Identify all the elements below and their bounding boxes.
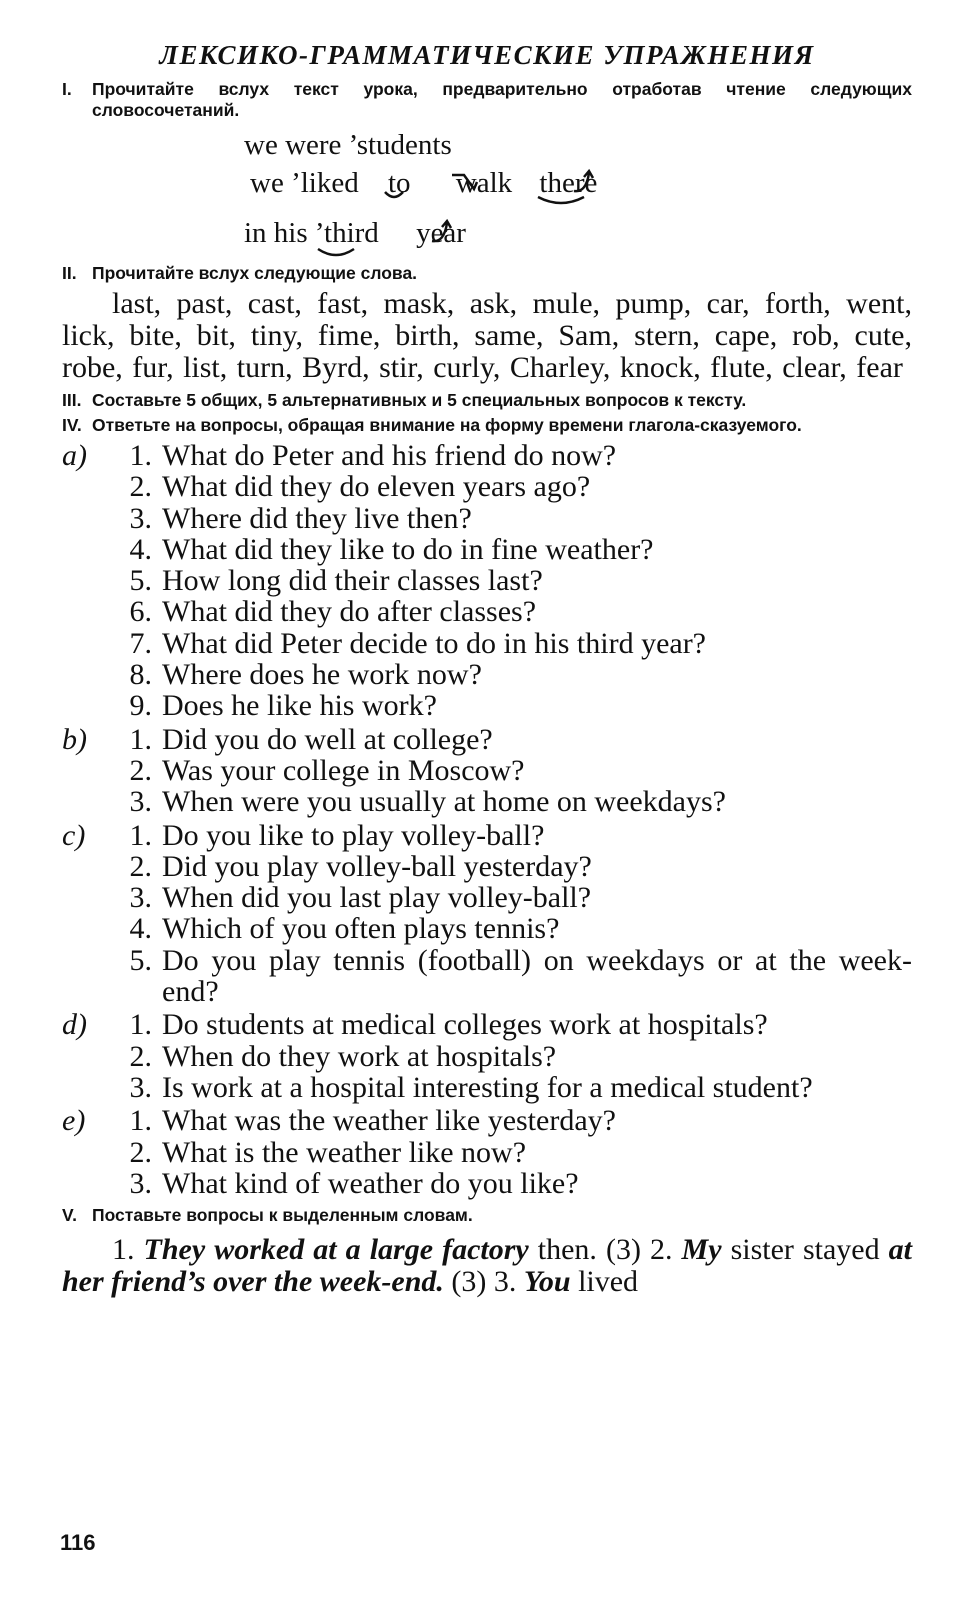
group-letter [62,786,107,817]
group-letter [62,503,107,534]
phrase-part: to [387,167,411,199]
question-number: 2. [129,1039,152,1073]
question-text: What do Peter and his friend do now? [162,439,617,472]
question-number: 2. [129,849,152,883]
task-number: V. [62,1205,77,1226]
group-letter [62,1041,107,1072]
question-number: 1. [129,1104,152,1138]
phrase-3 [244,215,912,253]
question-text: What did they like to do in fine weather? [162,532,654,566]
question-item [62,1041,912,1072]
question-text: What did Peter decide to do in his third year? [162,626,706,660]
question-number: 2. [129,470,152,504]
question-item [62,1009,912,1040]
question-number: 5. [129,564,152,598]
question-text: What did they do after classes? [162,595,537,629]
question-group [62,820,912,1008]
question-item [62,820,912,851]
task-number: II. [62,263,77,283]
group-letter: d) [62,1008,87,1042]
question-item [62,945,912,1008]
question-group [62,440,912,722]
task-4 [62,415,912,436]
task-2 [62,263,912,284]
group-letter [62,945,107,1008]
question-text: Do you like to play volley-ball? [162,818,545,852]
question-text: Do students at medical colleges work at hospitals? [162,1008,768,1042]
question-number: 1. [129,818,152,852]
sentence-text: sister stayed [721,1233,889,1267]
question-text: Where did they live then? [162,501,472,535]
task-instruction: Составьте 5 общих, 5 альтернативных и 5 специальных вопросов к тексту. [92,390,747,410]
question-group [62,724,912,818]
highlighted-words: at her friend’s over the week-end. [62,1233,912,1299]
group-letter [62,565,107,596]
question-text: Do you play tennis (football) on weekdays or at the week-end? [162,943,912,1009]
question-item [62,534,912,565]
question-groups [62,440,912,1199]
question-item [62,1168,912,1199]
question-number: 8. [129,658,152,692]
group-letter [62,659,107,690]
question-number: 1. [129,722,152,756]
question-item [62,440,912,471]
group-letter [62,534,107,565]
task-number: III. [62,390,82,410]
phrase-part: there [539,167,598,199]
question-number: 3. [129,785,152,819]
task-number: IV. [62,415,82,435]
question-number: 3. [129,501,152,535]
task-instruction: Ответьте на вопросы, обращая внимание на форму времени глагола-сказуемого. [92,415,802,435]
phrase-part: year [416,217,466,249]
question-number: 4. [129,532,152,566]
task-3 [62,390,912,411]
question-number: 7. [129,626,152,660]
question-text: What did they do eleven years ago? [162,470,591,504]
question-number: 2. [129,1135,152,1169]
question-item [62,1137,912,1168]
question-item [62,851,912,882]
highlighted-words: They worked at a large factory [143,1233,529,1267]
group-letter [62,882,107,913]
question-text: When did you last play volley-ball? [162,881,592,915]
question-text: What was the weather like yesterday? [162,1104,616,1138]
task-instruction: Прочитайте вслух текст урока, предварительно отработав чтение следующих словосочетаний. [92,79,912,120]
exercise-sentences [62,1234,912,1298]
question-number: 3. [129,881,152,915]
question-item [62,690,912,721]
group-letter: a) [62,439,87,472]
question-group [62,1009,912,1103]
group-letter [62,755,107,786]
group-letter [62,1137,107,1168]
question-text: When were you usually at home on weekdays? [162,785,726,819]
question-item [62,755,912,786]
question-group [62,1105,912,1199]
question-text: Which of you often plays tennis? [162,912,560,946]
task-5 [62,1205,912,1226]
question-text: How long did their classes last? [162,564,543,598]
question-item [62,786,912,817]
question-item [62,503,912,534]
group-letter [62,628,107,659]
question-text: Where does he work now? [162,658,482,692]
sentence-number: 2. [650,1233,673,1267]
group-letter [62,471,107,502]
question-number: 3. [129,1070,152,1104]
sentence-number: 3. [493,1265,517,1299]
question-text: What is the weather like now? [162,1135,527,1169]
group-letter: b) [62,722,87,756]
sentence-text: (3) [443,1265,494,1299]
task-instruction: Прочитайте вслух следующие слова. [92,263,418,283]
word-list: last, past, cast, fast, mask, ask, mule, pump, car, forth, went, lick, bite, bit, tiny, fime, birth, same, Sam, stern, cape, rob, cute, robe, fur, list, turn, Byrd, stir, curly, Charley, knock, flute, clear, fear [62,287,912,384]
phrase-part: walk [455,167,513,199]
task-instruction: Поставьте вопросы к выделенным словам. [92,1205,473,1226]
question-item [62,882,912,913]
question-text: Is work at a hospital interesting for a medical student? [162,1070,813,1104]
question-number: 6. [129,595,152,629]
highlighted-words: My [681,1233,722,1267]
group-letter [62,851,107,882]
page-number: 116 [60,1530,96,1555]
question-item [62,596,912,627]
group-letter [62,1072,107,1103]
phrase-part: we ’liked [250,167,359,199]
group-letter [62,596,107,627]
phrase-list [244,127,912,253]
group-letter: e) [62,1104,86,1138]
sentence-number: 1. [112,1233,135,1267]
question-number: 1. [129,439,152,472]
task-number: I. [62,79,72,99]
sentence-text: lived [570,1265,639,1299]
question-text: Did you do well at college? [162,722,493,756]
textbook-page [62,40,912,1298]
question-item [62,913,912,944]
question-item [62,659,912,690]
question-text: What kind of weather do you like? [162,1166,579,1200]
phrase-part: ’third [314,217,379,249]
question-item [62,471,912,502]
question-number: 4. [129,912,152,946]
phrase-2 [250,165,912,203]
phrase-1 [244,127,912,165]
question-text: Did you play volley-ball yesterday? [162,849,592,883]
question-item [62,724,912,755]
question-number: 5. [129,943,152,977]
phrase-text: we were ’students [244,129,452,161]
question-item [62,565,912,596]
question-text: Does he like his work? [162,689,437,723]
question-text: When do they work at hospitals? [162,1039,557,1073]
question-number: 9. [129,689,152,723]
group-letter: c) [62,818,86,852]
group-letter [62,1168,107,1199]
highlighted-words: You [523,1265,571,1299]
question-number: 1. [129,1008,152,1042]
question-text: Was your college in Moscow? [162,753,525,787]
group-letter [62,913,107,944]
section-heading: ЛЕКСИКО-ГРАММАТИЧЕСКИЕ УПРАЖНЕНИЯ [159,40,815,70]
question-item [62,1072,912,1103]
sentence-text: then. (3) [528,1233,650,1267]
question-item [62,628,912,659]
question-item [62,1105,912,1136]
question-number: 3. [129,1166,152,1200]
task-1 [62,79,912,121]
phrase-part: in his [244,217,308,249]
question-number: 2. [129,753,152,787]
group-letter [62,690,107,721]
